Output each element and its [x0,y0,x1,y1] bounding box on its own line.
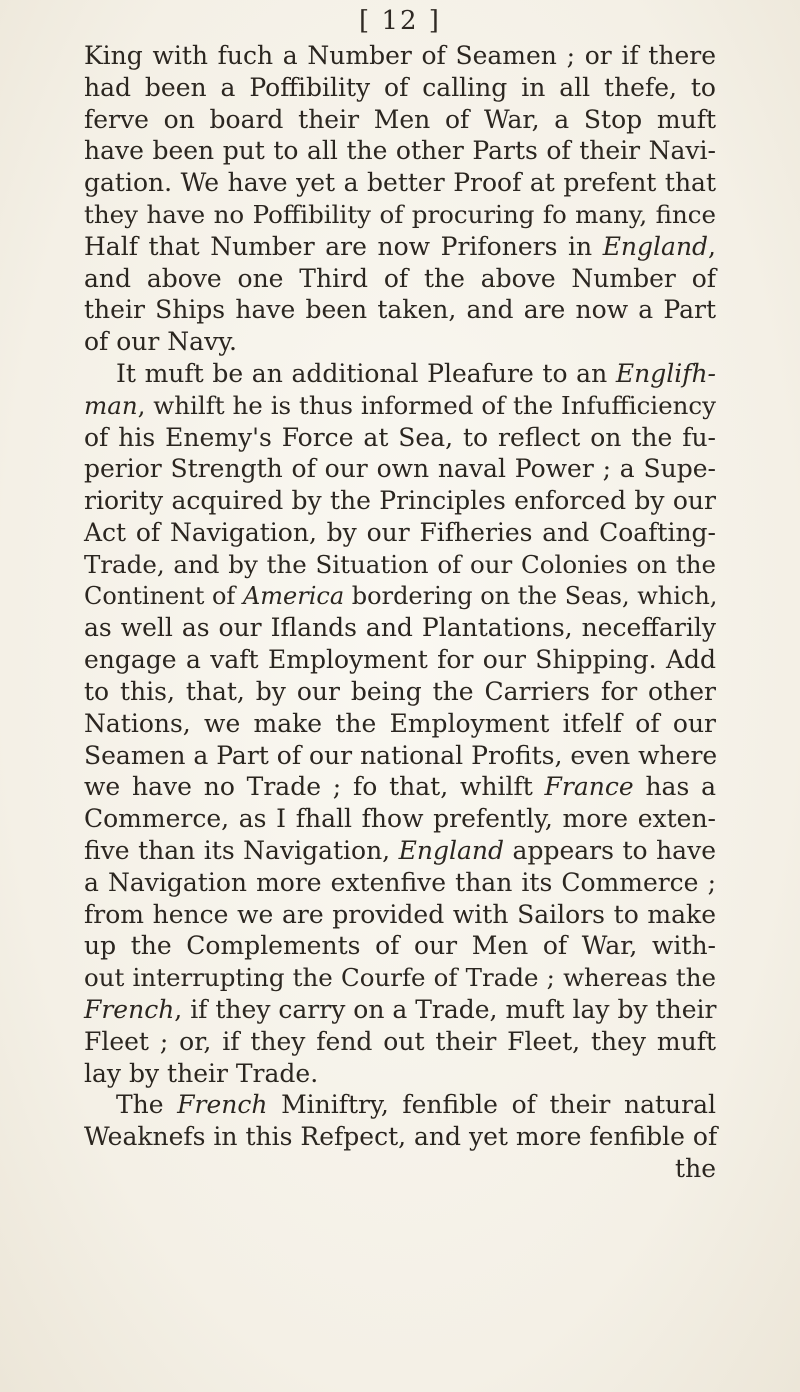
italic-text: Englifh- [615,358,716,388]
text-span: they have no Poffibility of procuring fo many, fince [84,199,716,229]
text-line [84,612,716,644]
text-span: have been put to all the other Parts of their Navi- [84,136,716,166]
text-span: a Navigation more extenfive than its Commerce ; [84,867,716,897]
text-span: we have no Trade ; fo that, whilft [84,772,545,802]
text-line [84,40,716,72]
text-span: appears to have [504,835,716,865]
text-line [84,1089,716,1121]
text-line [84,72,716,104]
text-line [84,1026,716,1058]
text-span: ferve on board their Men of War, a Stop muft [84,104,716,134]
text-line [84,994,716,1026]
text-line [84,740,716,772]
text-line [84,771,716,803]
text-span: as well as our Iflands and Plantations, neceffarily [84,613,716,643]
text-span: has a [633,772,716,802]
italic-text: America [242,581,345,610]
text-line [84,231,716,263]
text-line [84,485,716,517]
text-line [84,644,716,676]
text-span: had been a Poffibility of calling in all thefe, to [84,72,716,102]
text-line [84,167,716,199]
text-line [84,422,716,454]
text-span: The [116,1090,178,1120]
text-span: It muft be an additional Pleafure to an [116,358,616,388]
text-span: and above one Third of the above Number of [84,263,716,293]
text-span: Continent of [84,581,243,610]
text-span: engage a vaft Employment for our Shipping. Add [84,645,716,675]
text-span: bordering on the Seas, which, [344,581,718,610]
text-line [84,549,716,581]
text-span: , [708,231,716,261]
text-line [84,962,716,994]
text-line [84,135,716,167]
text-span: of our Navy. [84,327,237,357]
text-span: King with fuch a Number of Seamen ; or if there [84,41,716,70]
body-text [84,40,716,1185]
italic-text: England [602,231,709,261]
catchword-line [84,1153,716,1185]
text-line [84,517,716,549]
text-span: lay by their Trade. [84,1058,319,1088]
text-line [84,294,716,326]
text-span: out interrupting the Courfe of Trade ; whereas the [84,963,716,993]
text-span: , whilft he is thus informed of the Infufficiency [137,390,716,420]
text-line [84,676,716,708]
text-span: Seamen a Part of our national Profits, even where [84,740,718,770]
text-span: Nations, we make the Employment itfelf of our [84,708,716,738]
text-line [84,899,716,931]
italic-text: French [177,1090,268,1120]
text-span: of his Enemy's Force at Sea, to reflect on the fu- [84,422,716,452]
text-span: their Ships have been taken, and are now a Part [84,295,716,325]
text-span: Miniftry, fenfible of their natural [267,1090,716,1120]
text-span: five than its Navigation, [84,835,399,865]
text-line [84,453,716,485]
text-span: gation. We have yet a better Proof at prefent that [84,168,716,198]
text-line [84,1058,716,1090]
text-span: riority acquired by the Principles enforced by our [84,486,716,516]
text-span: to this, that, by our being the Carriers for other [84,676,716,706]
text-line [84,708,716,740]
text-line [84,581,716,613]
text-line [84,390,716,422]
text-span: from hence we are provided with Sailors to make [84,899,716,929]
text-span: Trade, and by the Situation of our Colonies on the [84,549,716,579]
text-line [84,199,716,231]
text-span: up the Complements of our Men of War, with- [84,931,716,961]
text-line [84,835,716,867]
italic-text: France [544,772,634,802]
text-line [84,867,716,899]
text-span: Commerce, as I fhall fhow prefently, more exten- [84,804,716,834]
page-number: [ 12 ] [359,6,441,36]
text-line [84,326,716,358]
italic-text: England [398,835,505,865]
text-line [84,803,716,835]
italic-text: man [84,390,138,420]
text-line [84,358,716,390]
text-span: Weaknefs in this Refpect, and yet more fenfible of [84,1122,718,1152]
italic-text: French [84,994,175,1024]
text-span: , if they carry on a Trade, muft lay by their [174,994,717,1024]
text-span: Fleet ; or, if they fend out their Fleet, they muft [84,1026,716,1056]
text-span: Half that Number are now Prifoners in [84,231,603,261]
text-line [84,930,716,962]
text-line [84,104,716,136]
text-line [84,263,716,295]
text-span: perior Strength of our own naval Power ; a Supe- [84,454,716,484]
text-line [84,1121,716,1153]
text-span: Act of Navigation, by our Fifheries and Coafting- [84,517,716,547]
text-span: the [675,1153,716,1183]
